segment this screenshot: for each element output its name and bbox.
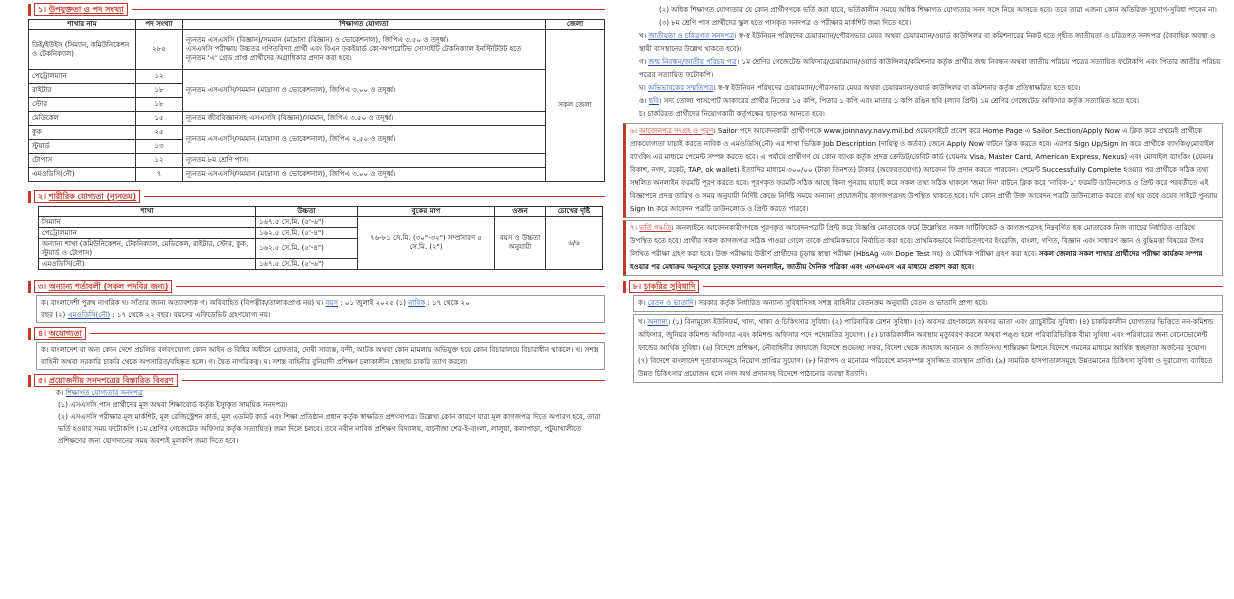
section-7-title: ভর্তি পদ্ধতি <box>639 224 672 232</box>
section-5-heading <box>28 374 605 387</box>
section-4-heading <box>28 327 605 340</box>
section-1-title: ১। উপযুক্ততা ও পদ সংখ্যা <box>34 3 128 16</box>
table-row: স্টুয়ার্ড <box>29 140 136 154</box>
weight-cell: বয়স ও উচ্চতা অনুযায়ী <box>495 217 546 270</box>
table-row: রাইটার <box>29 84 136 98</box>
section-4-body: ক। বাংলাদেশ বা অন্য কোন দেশে প্রচলিত বলবৎযোগ্য কোন আইন ও বিধির অধীনে গ্রেফতার, দোষী সাব্যস্ত, বন্দী, আটক অথবা কোন মামলায় অভিযুক্ত হয়ে কোন বিচারালয়ে বিচারাধীন থাকলে। খ। সশস্ত্র বাহিনী অথবা সরকারি চাকরি থেকে অপসারিত/বহিষ্কৃত হলে। গ। দ্বৈত নাগরিকত্ব। ঘ। সশস্ত্র বাহিনীর বুনিয়াদী প্রশিক্ষণ চলাকালীন স্বেচ্ছায় চাকরি ত্যাগ করলে। <box>36 342 605 370</box>
col-posts: পদ সংখ্যা <box>136 20 183 30</box>
table-row: পেট্রোলম্যান <box>39 228 256 239</box>
table-row: অন্যান্য শাখা (কমিউনিকেশন, টেকনিক্যাল, মেডিকেল, রাইটার, স্টোর, কুক, স্টুয়ার্ড ও টোপাস) <box>39 239 256 259</box>
table-row: স্টোর <box>29 98 136 112</box>
physical-table: শাখা উচ্চতা বুকের মাপ ওজন চোখের দৃষ্টি সিম্যান ১৬৭.৫ সে.মি. (৫'-৬") ৭৬-৮১ সে.মি. (৩০"-৩২") সম্প্রসারণ ৫ সে.মি. (২") বয়স ও উচ্চতা অনুযায়ী ৬/৬ পেট্রোলম্যান ১৬২.৫ সে.মি. (৫'-৪") অন্যান্য শাখা (কমিউনিকেশন, টেকনিক্যাল, মেডিকেল, রাইটার, স্টোর, কুক, স্টুয়ার্ড ও টোপাস) ১৬২.৫ সে.মি. (৫'-৪") এমওডিসি(নৌ) ১৬৭.৫ সে.মি. (৫'-৬") <box>38 206 603 270</box>
table-row: ডিই/ইউইস (সিম্যান, কমিউনিকেশন ও টেকনিক্যাল) <box>29 30 136 70</box>
table-row: পেট্রোলম্যান <box>29 70 136 84</box>
section-2-title: ২। শারীরিক যোগ্যতা (ন্যূনতম) <box>34 190 140 203</box>
district-cell: সকল জেলা <box>546 30 605 182</box>
section-8-title: ৮। চাকরির সুবিধাদি <box>629 280 699 293</box>
col-district: জেলা <box>546 20 605 30</box>
section-3-heading <box>28 280 605 293</box>
section-4-title: ৪। অযোগ্যতা <box>34 327 86 340</box>
table-row: এমওডিসি(নৌ) <box>29 168 136 182</box>
table-row: মেডিকেল <box>29 112 136 126</box>
table-row: কুক <box>29 126 136 140</box>
section-8-heading <box>623 280 1223 293</box>
section-3-body: ক। বাংলাদেশী পুরুষ নাগরিক খ। সাঁতার জানা অত্যাবশ্যক গ। অবিবাহিত (বিপত্নীক/তালাকপ্রাপ্ত নয়) ঘ। বয়স : ০১ জুলাই ২০২৫ (১) নাবিক : ১৭ থেকে ২০ বছর (২) এমওডিসি(নৌ) : ১৭ থেকে ২২ বছর। বয়সের এফিডেভিট গ্রহণযোগ্য নয়। <box>36 295 605 323</box>
section-6: ৬। আবেদনপত্র সংগ্রহ ও পূরণ। Sailor পদে আবেদনকারী প্রার্থীগণকে www.joinnavy.navy.mil.bd ওয়েবসাইটে প্রবেশ করে Home Page এ Sailor Section/Apply Now এ ক্লিক করে প্রথমেই প্রার্থীকে প্রাকযোগ্যতা যাচাই করতে নাবিক ও এমওডিসি(নৌ) এর শাখা ভিত্তিক Job Description (দায়িত্ব ও কর্তব্য) জেনে Apply Now বাটনে ক্লিক করতে হবে। এরপর Sign Up/Sign In করে প্রার্থীকে ব্যাংকিং/মোবাইল ব্যাংকিং এর মাধ্যমে পেমেন্ট সম্পন্ন করতে হবে। এ পর্যায়ে প্রার্থীগণ যে কোন ব্যাংক কর্তৃক প্রদত্ত ক্রেডিট/ডেবিট কার্ড (যেমনঃ Visa, Master Card, American Express, Nexus) এবং মোবাইল ব্যাংকিং (যেমনঃ বিকাশ, নগদ, রকেট, TAP, ok wallet) ইত্যাদির মাধ্যমে ৩০০/০০ (টাকা তিনশত) টাকার (অফেরতযোগ্য) আবেদন ফি প্রদান করতে পারবেন। পেমেন্ট Successfully Complete হওয়ার পর প্রার্থীকে সঠিক তথ্য সম্বলিত অনলাইন ফরমটি পূরণ করতে হবে। পূরণকৃত ফরমটি সঠিক আছে কিনা পুনরায় যাচাই করে সকল তথ্য সঠিক থাকলে 'জমা দিন' বাটনে ক্লিক করে 'নাবিক-১' ফরমটি ডাউনলোড ও প্রিন্ট করে পরবর্তীতে এই বিজ্ঞাপনে প্রদত্ত তারিখ ও সময় অনুযায়ী নির্দিষ্ট কেন্দ্রে নির্দিষ্ট সময়ে অন্যান্য প্রয়োজনীয় কাগজপত্রসহ উপস্থিত থাকতে হবে। যদি কোন প্রার্থী উক্ত আবেদন পত্রটি ডাউনলোড করতে ব্যর্থ হয় তবে ওয়েব সাইটে পুনরায় Sign In করে আবেদন পত্রটি ডাউনলোড ও প্রিন্ট করতে পারবে। <box>623 123 1223 218</box>
eye-cell: ৬/৬ <box>546 217 603 270</box>
right-column <box>623 0 1223 599</box>
table-row: এমওডিসি(নৌ) <box>39 259 256 270</box>
section-8-kha: খ। অন্যান্য। (১) বিনামূল্যে ইউনিফর্ম, খাদ্য, থাকা ও চিকিৎসার সুবিধা। (২) পারিবারিক রেশন সুবিধা। (৩) অবসর গ্রহণকালে অবসর ভাতা এবং গ্র্যাচুইটির সুবিধা। (৪) চাকরিকালীন যোগ্যতার ভিত্তিতে নন-কমিশন্ড অফিসার, জুনিয়র কমিশন্ড অফিসার এবং কমিশন্ড অফিসার পদে পদোন্নতির সুযোগ। (৫) চাকরিকালীন অবস্থায় মৃত্যুবরণ করলে অথবা পঙ্গু হলে পরিবারিভিত্তিক বীমা সুবিধা এবং পরিবারের জন্য বেনেভোলেন্ট ফান্ডের আর্থিক সুবিধা। (৬) বিদেশে প্রশিক্ষণ, নৌবাহিনীর জাহাজে বিদেশে শুভেচ্ছা সফর, বিদেশ থেকে জাহাজ আনয়ন ও জাতিসংঘ শান্তিরক্ষা মিশনে বিদেশে গমনের মাধ্যমে আর্থিক স্বচ্ছলতা অর্জনের সুযোগ। (৭) বিদেশে বাংলাদেশ দূতাবাসসমূহে নিয়োগ প্রাপ্তির সুযোগ। (৮) নিরাপদ ও মনোরম পরিবেশে মানসম্পন্ন সুসজ্জিত বাসস্থান প্রাপ্তি। (৯) সামরিক হাসপাতালসমূহে উন্নতমানের চিকিৎসা সুবিধা ও দুরারোগ্য ব্যাধিতে উন্নত চিকিৎসার প্রয়োজন হলে নগদ অর্থ প্রদানসহ বিদেশে পাঠানোর ব্যবস্থা ইত্যাদি। <box>633 314 1223 383</box>
section-5-title: ৫। প্রয়োজনীয় সনদপত্রের বিস্তারিত বিবরণ <box>34 374 178 387</box>
certificates-continued: (২) অধিক শিক্ষাগত যোগ্যতার যে কোন প্রার্থীগণকে ভর্তি করা যাবে, ভর্তিকালীন সময়ে অধিক শিক্ষাগত যোগ্যতার সনদ সঙ্গে নিয়ে আসতে হবে। তবে তারা এজন্য কোন অতিরিক্ত সুযোগ-সুবিধা পাবেন না। (৩) ৮ম শ্রেণি পাস প্রার্থীদের স্কুল হতে পাসকৃত সনদপত্র ও পরীক্ষার মার্কশিট জমা দিতে হবে। খ। জাতীয়তা ও চরিত্রগত সনদপত্র। স্ব-স্ব ইউনিয়ন পরিষদের চেয়ারম্যান/পৌরসভার মেয়র অথবা চেয়ারম্যান/ওয়ার্ড কাউন্সিলর বা কমিশনারের নিকট হতে গৃহীত জাতীয়তা ও চরিত্রগত সনদপত্র (বৈবাহিক অবস্থা ও স্থায়ী বাসস্থানের উল্লেখ থাকতে হবে)। গ। জন্ম নিবন্ধন/জাতীয় পরিচয় পত্র। ১ম শ্রেণির গেজেটেড অফিসার/চেয়ারম্যান/ওয়ার্ড কাউন্সিলর/কমিশনার কর্তৃক প্রার্থীর জন্ম নিবন্ধন অথবা জাতীয় পরিচয় পত্রের সত্যায়িত ফটোকপি এবং পিতার জাতীয় পরিচয় পত্রের সত্যায়িত ফটোকপি। ঘ। অভিভাবকের সম্মতিপত্র। স্ব-স্ব ইউনিয়ন পরিষদের চেয়ারম্যান/পৌরসভার মেয়র অথবা চেয়ারম্যান/ওয়ার্ড কাউন্সিলর বা কমিশনার কর্তৃক প্রতিস্বাক্ষরিত হতে হবে। ঙ। ছবি। সদ্য তোলা পাসপোর্ট আকারের প্রার্থীর নিজের ১৫ কপি, পিতার ১ কপি এবং মাতার ১ কপি রঙিন ছবি (ল্যাব প্রিন্ট) ১ম শ্রেণির গেজেটেড অফিসার কর্তৃক সত্যায়িত হতে হবে। চ। চাকরিরত প্রার্থীদের নিয়োগকারী কর্তৃপক্ষের ছাড়পত্র আনতে হবে। <box>639 6 1221 118</box>
table-row: টোপাস <box>29 154 136 168</box>
left-column <box>28 0 605 599</box>
chest-cell: ৭৬-৮১ সে.মি. (৩০"-৩২") সম্প্রসারণ ৫ সে.মি. (২") <box>358 217 495 270</box>
section-2-heading <box>28 190 605 203</box>
section-8-ka: ক। বেতন ও ভাতাদি। সরকার কর্তৃক নির্ধারিত অন্যান্য সুবিধাদিসহ সশস্ত্র বাহিনীর বেতনক্রম অনুযায়ী বেতন ও ভাতাদি প্রাপ্য হবে। <box>633 295 1223 312</box>
section-6-title: আবেদনপত্র সংগ্রহ ও পূরণ <box>639 127 714 135</box>
section-3-title: ৩। অন্যান্য শর্তাবলী (সকল পদবির জন্য) <box>34 280 172 293</box>
col-branch: শাখার নাম <box>29 20 136 30</box>
section-1-heading <box>28 3 605 16</box>
vacancy-table: শাখার নাম পদ সংখ্যা শিক্ষাগত যোগ্যতা জেলা ডিই/ইউইস (সিম্যান, কমিউনিকেশন ও টেকনিক্যাল) ২৮৫ ন্যূনতম এসএসসি (বিজ্ঞান)/সমমান (মাদ্রাসা (বিজ্ঞান) ও ভোকেশনাল), জিপিএ ৩.৫০ ও তদূর্ধ্ব। এসএসসি পরীক্ষায় উচ্চতর গণিতবিদ্যা প্রার্থী এবং বিএন ডকইয়ার্ড কো-অপারেটিভ সোসাইটি টেকনিক্যাল ইনস্টিটিউট হতে ন্যূনতম 'এ' গ্রেড প্রাপ্ত প্রার্থীদের অগ্রাধিকার প্রদান করা হবে। সকল জেলা পেট্রোলম্যান ১২ ন্যূনতম এসএসসি/সমমান (মাদ্রাসা ও ভোকেশনাল), জিপিএ ৩.০০ ও তদূর্ধ্ব। রাইটার ১৮ স্টোর ১৮ মেডিকেল ১৫ ন্যূনতম জীববিজ্ঞানসহ এসএসসি (বিজ্ঞান)/সমমান, জিপিএ ৩.৫০ ও তদূর্ধ্ব। কুক ২৫ ন্যূনতম এসএসসি/সমমান (মাদ্রাসা ও ভোকেশনাল), জিপিএ ২.৫০ ও তদূর্ধ্ব। স্টুয়ার্ড ১৩ টোপাস ১২ ন্যূনতম ৮ম শ্রেণি পাস। এমওডিসি(নৌ) ৭ ন্যূনতম এসএসসি/সমমান (মাদ্রাসা ও ভোকেশনাল), জিপিএ ৩.০০ ও তদূর্ধ্ব। <box>28 19 605 182</box>
table-row: সিম্যান <box>39 217 256 228</box>
col-qualification: শিক্ষাগত যোগ্যতা <box>183 20 546 30</box>
section-5-body: ক। শিক্ষাগত যোগ্যতার সনদপত্র (১) এসএসসি পাস প্রার্থীদের মূল অথবা শিক্ষাবোর্ড কর্তৃক ইস্যুকৃত সাময়িক সনদপত্র। (২) এসএসসি পরীক্ষার মূল মার্কশিট, মূল রেজিস্ট্রেশন কার্ড, মূল এডমিট কার্ড এবং শিক্ষা প্রতিষ্ঠান প্রধান কর্তৃক স্বাক্ষরিত প্রশংসাপত্র। উল্লেখ্য কোন কারণে যারা মূল কাগজপত্র দিতে অপারগ হবে, তারা ভর্তি হওয়ার সময় ফটোকপি (১ম শ্রেণির গেজেটেড অফিসার কর্তৃক সত্যায়িত) জমা দিলে চলবে। তবে নবীন নাবিক প্রশিক্ষণ বিদ্যালয়, বানৌজা শের-ই-বাংলা, লালুয়া, কলাপাড়া, পটুয়াখালীতে প্রশিক্ষণের জন্য যোগদানের সময় অবশ্যই মূলকপি জমা দিতে হবে। <box>56 389 601 445</box>
section-7: ৭। ভর্তি পদ্ধতি। অনলাইনে আবেদনকারীগণকে পূরণকৃত আবেদনপত্রটি প্রিন্ট করে বিজ্ঞপ্তি মোতাবেক ফর্মে উল্লেখিত সকল সার্টিফিকেট ও কাগজপত্রসহ নিম্নবর্ণিত ছক মোতাবেক নিজ ব্যাচের নির্ধারিত তারিখে উপস্থিত হতে হবে। প্রার্থীর সকল কাগজপত্র সঠিক পাওয়া গেলে তাকে প্রাথমিকভাবে নির্বাচিত করা হবে। প্রাথমিকভাবে নির্বাচিতগণের ইংরেজি, বাংলা, গণিত, বিজ্ঞান এবং সাধারণ জ্ঞান ও বুদ্ধিমত্তা বিষয়ের উপর লিখিত পরীক্ষা গ্রহণ করা হবে। উক্ত পরীক্ষায় উত্তীর্ণ প্রার্থীদের চূড়ান্ত স্বাস্থ্য পরীক্ষা (HbsAg এবং Dope Test সহ) ও মৌখিক পরীক্ষা গ্রহণ করা হবে। সকল জেলার সকল শাখার প্রার্থীদের পরীক্ষা কার্যক্রম সম্পন্ন হওয়ার পর মেধাক্রম অনুসারে চূড়ান্ত ফলাফল অনলাইন, জাতীয় দৈনিক পত্রিকা এবং এসএমএস এর মাধ্যমে প্রকাশ করা হবে। <box>623 220 1223 276</box>
